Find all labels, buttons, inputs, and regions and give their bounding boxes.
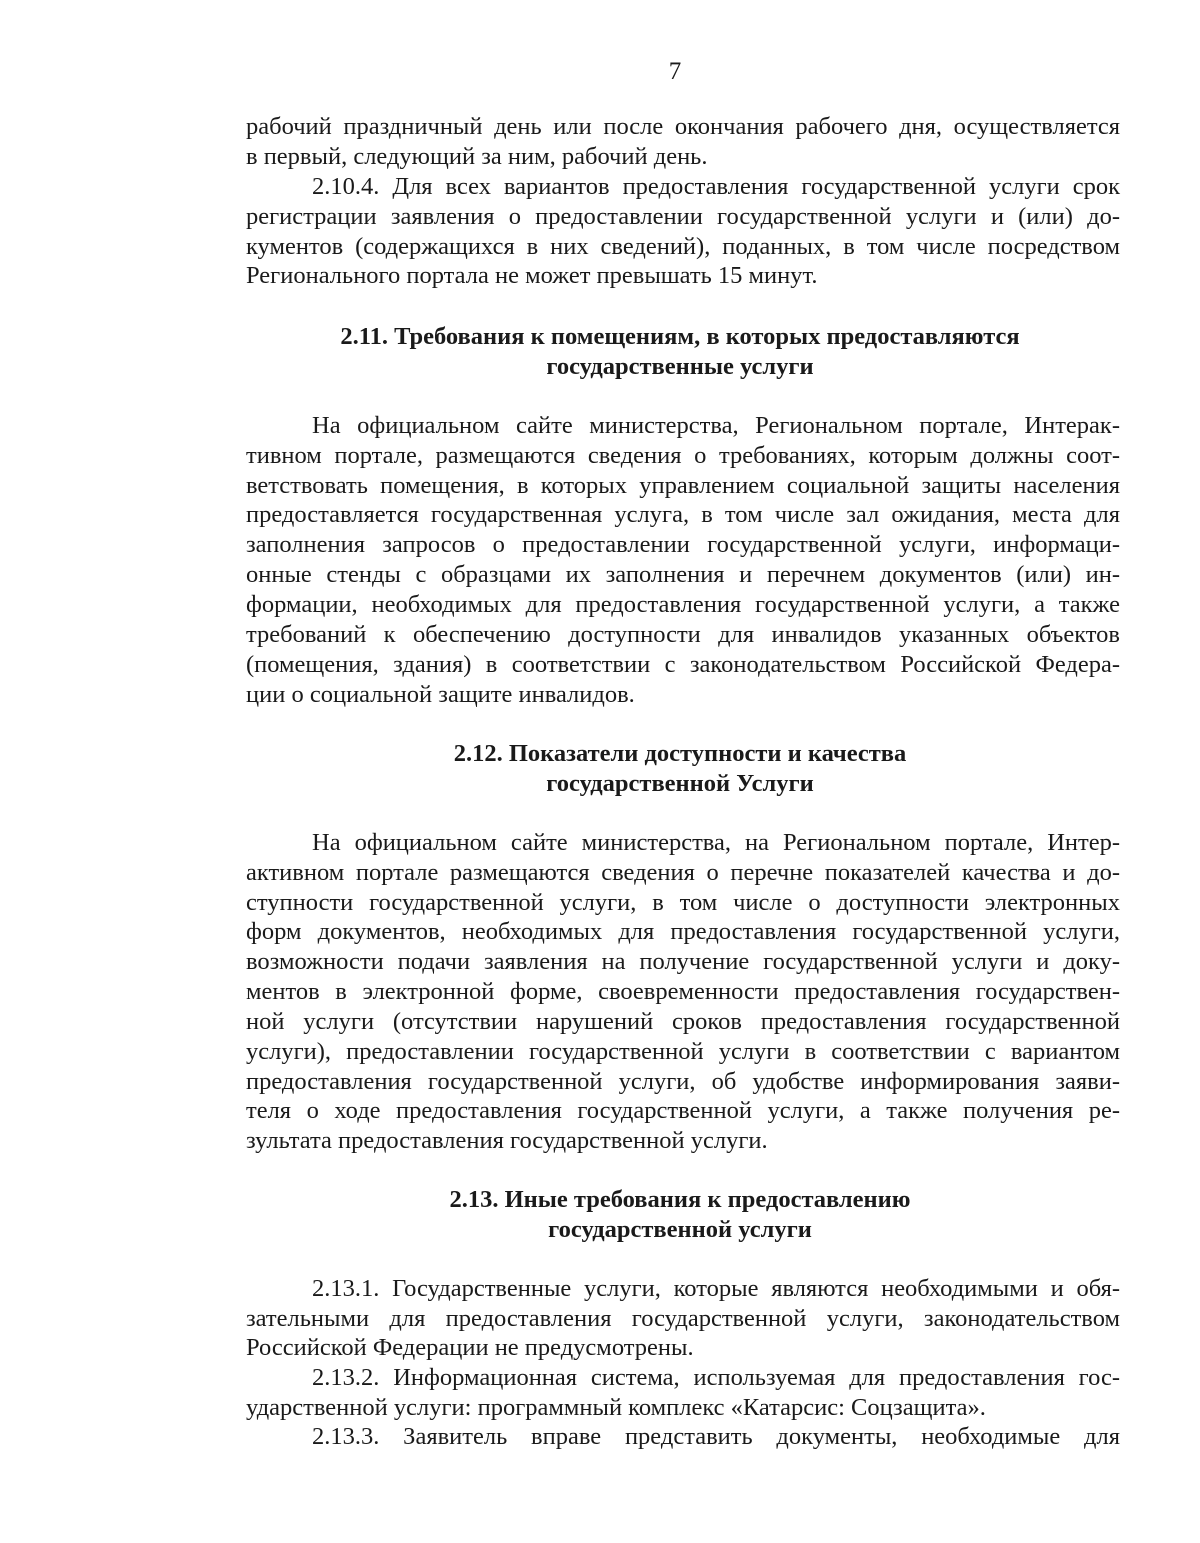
text-line: онные стенды с образцами их заполнения и перечнем документов (или) ин- bbox=[246, 561, 1120, 588]
text-line: предоставления государственной услуги, об удобстве информирования заяви- bbox=[246, 1068, 1120, 1095]
text-line: формации, необходимых для предоставления государственной услуги, а также bbox=[246, 591, 1120, 618]
text-line: Регионального портала не может превышать 15 минут. bbox=[246, 262, 818, 289]
text-line: услуги), предоставлении государственной услуги в соответствии с вариантом bbox=[246, 1038, 1120, 1065]
text-line: предоставляется государственная услуга, в том числе зал ожидания, места для bbox=[246, 501, 1120, 528]
text-line: ступности государственной услуги, в том числе о доступности электронных bbox=[246, 889, 1120, 916]
text-line: зательными для предоставления государственной услуги, законодательством bbox=[246, 1305, 1120, 1332]
text-line: (помещения, здания) в соответствии с законодательством Российской Федера- bbox=[246, 651, 1120, 678]
page-number: 7 bbox=[668, 58, 682, 85]
text-line: ной услуги (отсутствии нарушений сроков предоставления государственной bbox=[246, 1008, 1120, 1035]
text-line: 2.10.4. Для всех вариантов предоставления государственной услуги срок bbox=[312, 173, 1120, 200]
text-line: Российской Федерации не предусмотрены. bbox=[246, 1334, 694, 1361]
text-line: заполнения запросов о предоставлении государственной услуги, информаци- bbox=[246, 531, 1120, 558]
text-line: тивном портале, размещаются сведения о требованиях, которым должны соот- bbox=[246, 442, 1120, 469]
text-line: активном портале размещаются сведения о перечне показателей качества и до- bbox=[246, 859, 1120, 886]
text-line: требований к обеспечению доступности для инвалидов указанных объектов bbox=[246, 621, 1120, 648]
heading-line: государственные услуги bbox=[546, 353, 814, 380]
text-line: форм документов, необходимых для предоставления государственной услуги, bbox=[246, 918, 1120, 945]
text-line: возможности подачи заявления на получение государственной услуги и доку- bbox=[246, 948, 1120, 975]
text-line: ментов в электронной форме, своевременности предоставления государствен- bbox=[246, 978, 1120, 1005]
text-line: 2.13.3. Заявитель вправе представить документы, необходимые для bbox=[312, 1423, 1120, 1450]
text-line: в первый, следующий за ним, рабочий день. bbox=[246, 143, 708, 170]
text-line: рабочий праздничный день или после окончания рабочего дня, осуществляется bbox=[246, 113, 1120, 140]
heading-line: 2.13. Иные требования к предоставлению bbox=[449, 1186, 911, 1213]
text-line: На официальном сайте министерства, на Региональном портале, Интер- bbox=[312, 829, 1120, 856]
text-line: На официальном сайте министерства, Региональном портале, Интерак- bbox=[312, 412, 1120, 439]
heading-line: государственной Услуги bbox=[546, 770, 814, 797]
text-line: ции о социальной защите инвалидов. bbox=[246, 681, 635, 708]
text-line: ветствовать помещения, в которых управлением социальной защиты населения bbox=[246, 472, 1120, 499]
text-line: регистрации заявления о предоставлении государственной услуги и (или) до- bbox=[246, 203, 1120, 230]
text-line: 2.13.1. Государственные услуги, которые являются необходимыми и обя- bbox=[312, 1275, 1120, 1302]
heading-line: 2.11. Требования к помещениям, в которых предоставляются bbox=[340, 323, 1020, 350]
text-line: 2.13.2. Информационная система, используемая для предоставления гос- bbox=[312, 1364, 1120, 1391]
text-line: зультата предоставления государственной услуги. bbox=[246, 1127, 768, 1154]
text-line: кументов (содержащихся в них сведений), поданных, в том числе посредством bbox=[246, 233, 1120, 260]
heading-line: 2.12. Показатели доступности и качества bbox=[453, 740, 907, 767]
text-line: ударственной услуги: программный комплекс «Катарсис: Соцзащита». bbox=[246, 1394, 986, 1421]
heading-line: государственной услуги bbox=[548, 1216, 812, 1243]
text-line: теля о ходе предоставления государственной услуги, а также получения ре- bbox=[246, 1097, 1120, 1124]
